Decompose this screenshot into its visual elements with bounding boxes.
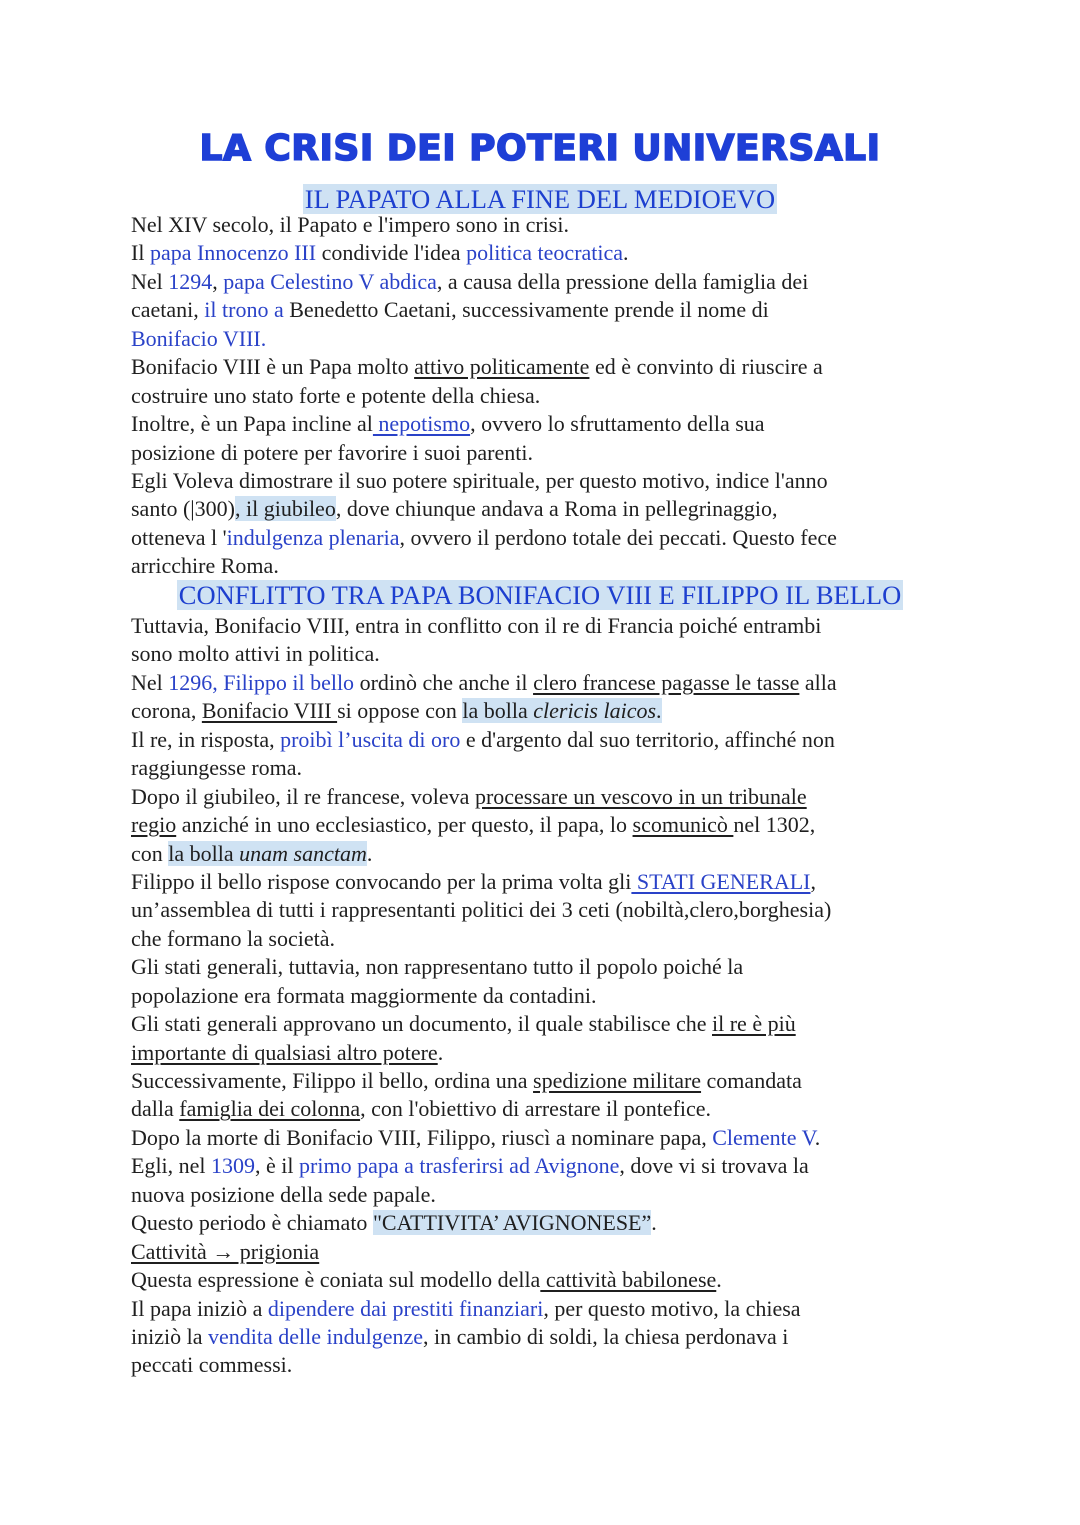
text-run: Dopo la morte di Bonifacio VIII, Filippo, riuscì a nominare papa, (131, 1124, 713, 1150)
text-run: caetani, (131, 297, 205, 323)
text-run: . (437, 1039, 444, 1065)
text-line (131, 268, 971, 296)
text-run: , ovvero lo sfruttamento della sua (470, 411, 765, 437)
underlined-term: cattività babilonese (540, 1267, 717, 1293)
text-run: corona, (131, 698, 202, 724)
text-run: e d'argento dal suo territorio, affinché non (460, 726, 835, 752)
highlight-term: Clemente V (712, 1124, 815, 1150)
text-line (131, 1351, 971, 1379)
text-run: Il re, in risposta, (131, 726, 281, 752)
text-run: iniziò la (131, 1323, 208, 1349)
text-run: Tuttavia, Bonifacio VIII, entra in conflitto con il re di Francia poiché entrambi (131, 613, 822, 638)
text-run: nel 1302, (733, 812, 816, 838)
section-heading-conflitto (0, 579, 1080, 611)
underlined-term: Bonifacio VIII (201, 698, 338, 724)
text-line (131, 669, 971, 697)
text-line (131, 353, 971, 381)
section-heading-text: CONFLITTO TRA PAPA BONIFACIO VIII E FILIPPO IL BELLO (178, 580, 902, 610)
text-run: Dopo il giubileo, il re francese, voleva (131, 783, 475, 809)
text-line (131, 1010, 971, 1038)
underlined-term: nepotismo (372, 411, 471, 437)
text-run: Egli, nel (131, 1153, 212, 1179)
text-run: costruire uno stato forte e potente della chiesa. (131, 382, 541, 408)
text-line (131, 783, 971, 811)
text-line (131, 1266, 971, 1294)
text-run: . (623, 240, 629, 266)
underlined-term: spedizione militare (533, 1068, 702, 1093)
text-line (131, 612, 971, 640)
highlighted-term: , il giubileo (235, 496, 336, 522)
text-run: , con l'obiettivo di arrestare il pontefice. (360, 1096, 712, 1122)
text-run: Nel (131, 669, 169, 695)
highlight-term: papa Celestino V abdica (223, 268, 437, 294)
text-run: nuova posizione della sede papale. (131, 1181, 436, 1207)
text-run: comandata (701, 1068, 802, 1093)
text-run: si oppose con (337, 698, 463, 724)
text-line (131, 439, 971, 467)
text-line (131, 1039, 971, 1067)
text-line (131, 1124, 971, 1152)
text-run: . (651, 1210, 657, 1236)
text-run: Nel (131, 268, 169, 294)
text-line (131, 495, 971, 523)
text-run: Benedetto Caetani, successivamente prende il nome di (283, 297, 769, 323)
text-run: . (814, 1124, 821, 1150)
text-run: posizione di potere per favorire i suoi parenti. (131, 439, 533, 465)
highlight-term: Bonifacio VIII. (131, 325, 267, 351)
underlined-term: processare un vescovo in un tribunale (474, 783, 807, 809)
highlight-term: primo papa a trasferirsi ad Avignone (299, 1153, 620, 1179)
text-run: con (131, 840, 169, 866)
italic-term: clericis laicos (533, 698, 657, 724)
highlighted-term (462, 698, 661, 723)
text-run: Bonifacio VIII è un Papa molto (131, 354, 415, 380)
text-line (131, 982, 971, 1010)
highlight-term: 1296, Filippo il bello (168, 669, 355, 695)
text-line (131, 1238, 971, 1266)
text-run: , in cambio di soldi, la chiesa perdonava i (423, 1323, 789, 1349)
text-line (131, 211, 971, 239)
text-run: , è il (255, 1153, 300, 1179)
underlined-term: attivo politicamente (414, 354, 590, 380)
text-line (131, 811, 971, 839)
text-run: la bolla (462, 698, 534, 724)
highlight-term: proibì l’uscita di oro (280, 726, 461, 752)
text-run: , dove vi si trovava la (619, 1153, 809, 1179)
highlight-term: dipendere dai prestiti finanziari (267, 1295, 544, 1321)
highlight-term: 1309 (211, 1153, 256, 1179)
text-line (131, 1295, 971, 1323)
text-line (131, 840, 971, 868)
underlined-term: scomunicò (632, 812, 734, 838)
text-run: Gli stati generali approvano un documento, il quale stabilisce che (131, 1011, 712, 1037)
text-run: peccati commessi. (131, 1352, 293, 1378)
highlight-term: 1294 (168, 268, 213, 294)
section-heading-text: IL PAPATO ALLA FINE DEL MEDIOEVO (304, 184, 776, 214)
highlighted-term (168, 841, 367, 866)
highlighted-term: "CATTIVITA’ AVIGNONESE” (372, 1210, 652, 1236)
italic-term: unam sanctam (239, 840, 367, 866)
text-run: Inoltre, è un Papa incline al (131, 411, 373, 437)
page-title: LA CRISI DEI POTERI UNIVERSALI (199, 128, 881, 169)
underlined-term: importante di qualsiasi altro potere (131, 1039, 438, 1065)
text-run: sono molto attivi in politica. (131, 641, 380, 667)
text-run: , per questo motivo, la chiesa (543, 1295, 801, 1321)
highlight-term: indulgenza plenaria (226, 524, 400, 550)
underlined-term: clero francese pagasse le tasse (533, 669, 800, 695)
text-line (131, 1095, 971, 1123)
text-line (131, 467, 971, 495)
text-line (131, 896, 971, 924)
text-run: Il papa iniziò a (131, 1295, 268, 1321)
text-run: popolazione era formata maggiormente da contadini. (131, 982, 597, 1008)
text-line (131, 410, 971, 438)
underlined-term: STATI GENERALI (631, 868, 811, 894)
text-run: Filippo il bello rispose convocando per la prima volta gli (131, 868, 632, 894)
text-run: Il (131, 240, 150, 266)
text-line (131, 1067, 971, 1095)
text-line (131, 524, 971, 552)
text-run: alla (799, 669, 837, 695)
text-run: ed è convinto di riuscire a (589, 354, 823, 380)
text-line (131, 925, 971, 953)
text-run: ordinò che anche il (354, 669, 534, 695)
text-line (131, 239, 971, 267)
text-run: , dove chiunque andava a Roma in pellegrinaggio, (335, 496, 778, 522)
text-run: Questa espressione è coniata sul modello della (131, 1267, 541, 1293)
text-line (131, 868, 971, 896)
text-run: Nel XIV secolo, il Papato e l'impero sono in crisi. (131, 212, 569, 237)
text-run: anziché in uno ecclesiastico, per questo, il papa, lo (176, 812, 633, 838)
text-run: condivide l'idea (316, 240, 467, 266)
text-run: otteneva l ' (131, 524, 227, 550)
highlight-term: il trono a (204, 297, 284, 323)
underlined-term: regio (131, 812, 177, 838)
text-run: raggiungesse roma. (131, 755, 303, 781)
text-line (131, 1323, 971, 1351)
underlined-term: il re è più (712, 1011, 796, 1037)
text-run: arricchire Roma. (131, 553, 279, 579)
text-run: santo (|300) (131, 496, 235, 522)
underlined-term: Cattività → prigionia (131, 1238, 320, 1264)
text-run: Gli stati generali, tuttavia, non rappresentano tutto il popolo poiché la (131, 954, 744, 980)
underlined-term: famiglia dei colonna (179, 1096, 361, 1122)
text-run: Egli Voleva dimostrare il suo potere spirituale, per questo motivo, indice l'anno (131, 467, 828, 493)
text-line (131, 296, 971, 324)
highlight-term: vendita delle indulgenze (207, 1323, 424, 1349)
text-run: , (212, 268, 224, 294)
text-run: la bolla (168, 840, 240, 866)
text-line (131, 754, 971, 782)
text-run: un’assemblea di tutti i rappresentanti politici dei 3 ceti (nobiltà,clero,borghesia) (131, 897, 832, 923)
text-line (131, 552, 971, 580)
highlight-term: papa Innocenzo III (149, 240, 317, 266)
text-run: , a causa della pressione della famiglia dei (436, 268, 809, 294)
text-run: , ovvero il perdono totale dei peccati. Questo fece (399, 524, 837, 550)
text-run: dalla (131, 1096, 180, 1122)
section-body-conflitto (131, 612, 971, 1380)
text-run: Questo periodo è chiamato (131, 1210, 373, 1236)
text-line (131, 640, 971, 668)
text-line (131, 726, 971, 754)
text-run: che formano la società. (131, 925, 336, 951)
text-line (131, 1181, 971, 1209)
text-run: . (366, 840, 373, 866)
text-run: Successivamente, Filippo il bello, ordina una (131, 1068, 534, 1093)
text-line (131, 382, 971, 410)
text-line (131, 325, 971, 353)
text-run: . (656, 698, 662, 724)
section-body-papato (131, 211, 971, 581)
text-run: . (716, 1267, 722, 1293)
text-line (131, 1152, 971, 1180)
text-line (131, 953, 971, 981)
text-line (131, 697, 971, 725)
text-line (131, 1209, 971, 1237)
text-run: , (810, 868, 817, 894)
highlight-term: politica teocratica (466, 240, 624, 266)
